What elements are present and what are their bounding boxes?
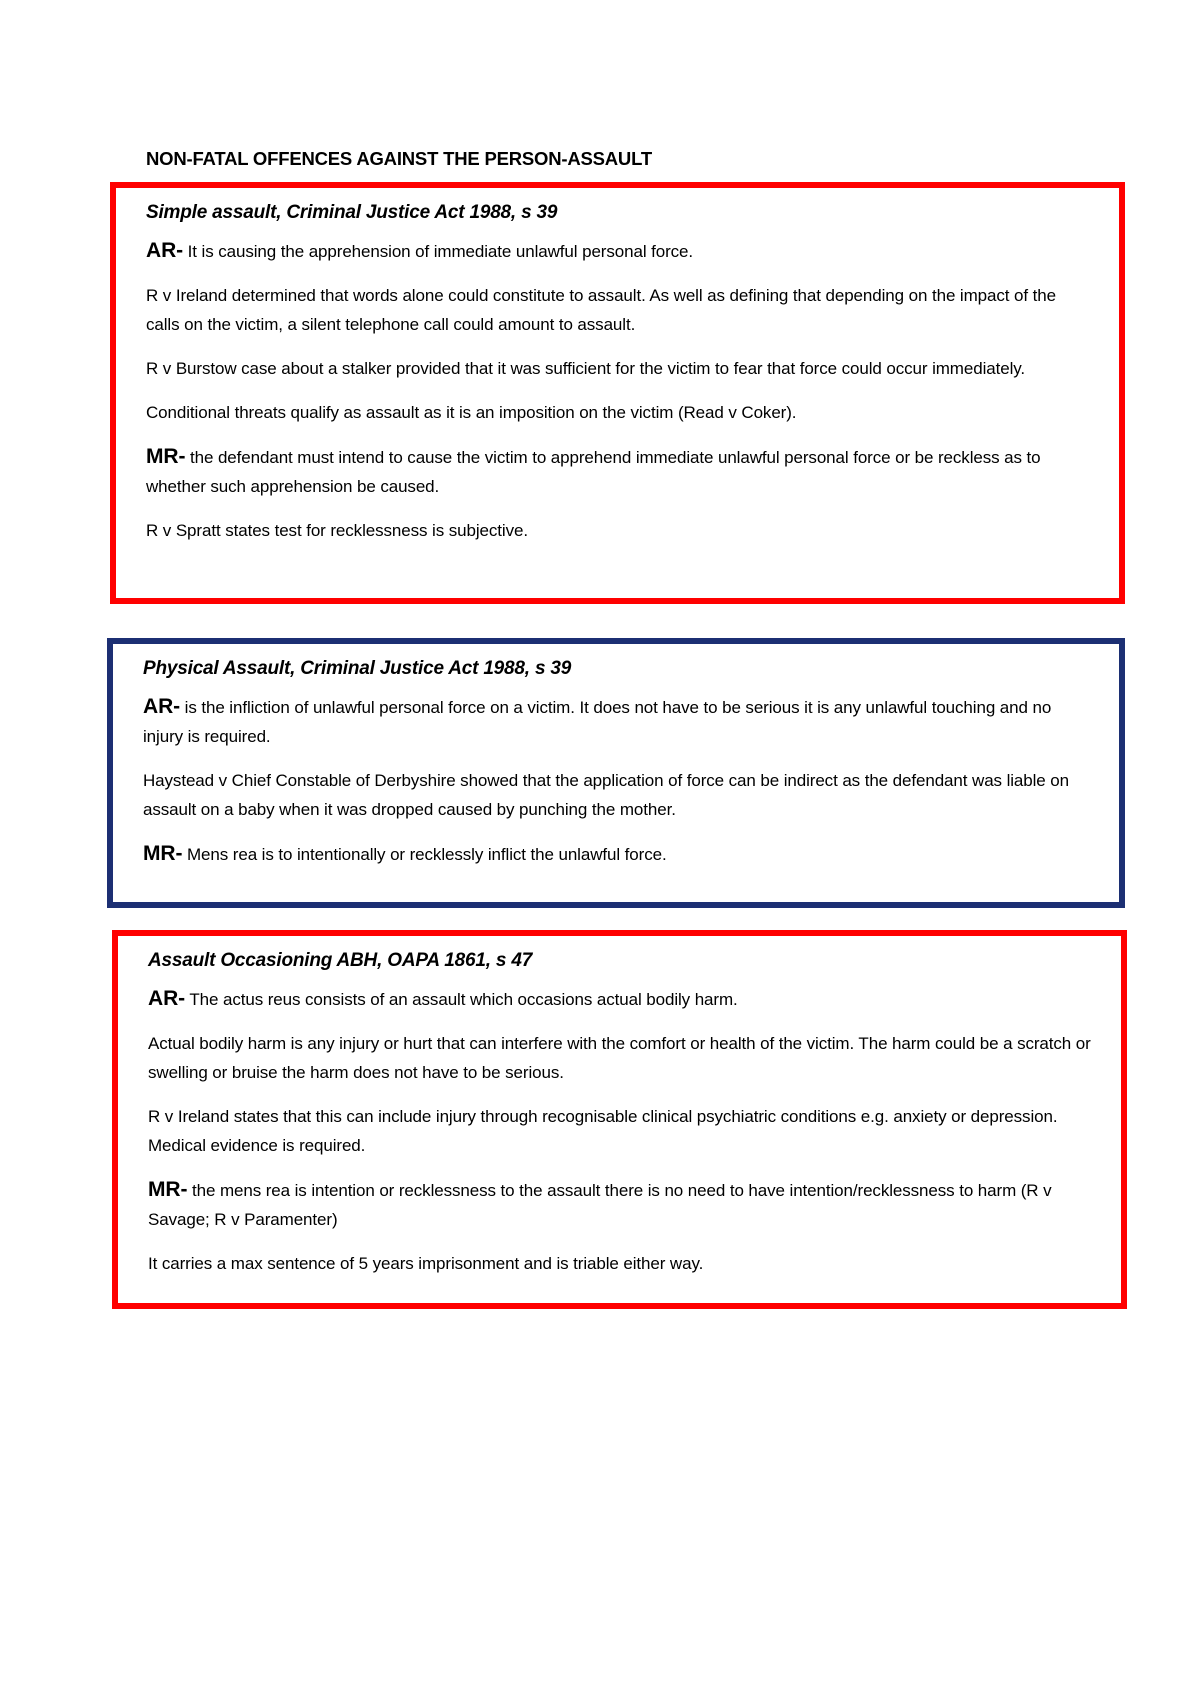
paragraph-conditional-threats — [146, 398, 1089, 427]
paragraph-text: the defendant must intend to cause the victim to apprehend immediate unlawful personal force or be reckless as to whether such apprehension be caused. — [146, 448, 1041, 496]
paragraph-text: R v Spratt states test for recklessness is subjective. — [146, 521, 528, 540]
paragraph-case-burstow — [146, 354, 1089, 383]
paragraph-sentence — [148, 1249, 1091, 1278]
mr-label: MR- — [143, 842, 183, 865]
paragraph-text: R v Ireland states that this can include injury through recognisable clinical psychiatric conditions e.g. anxiety or depression. Medical evidence is required. — [148, 1107, 1058, 1155]
section-heading: Assault Occasioning ABH, OAPA 1861, s 47 — [148, 950, 533, 971]
paragraph-text: the mens rea is intention or recklessness to the assault there is no need to have intention/recklessness to harm (R v Savage; R v Paramenter) — [148, 1181, 1052, 1229]
paragraph-text: It carries a max sentence of 5 years imprisonment and is triable either way. — [148, 1254, 704, 1273]
paragraph-text: Mens rea is to intentionally or recklessly inflict the unlawful force. — [182, 845, 667, 864]
paragraph-case-ireland — [148, 1102, 1091, 1160]
section-simple-assault — [110, 182, 1125, 604]
paragraph-case-spratt — [146, 516, 1089, 545]
section-assault-abh — [112, 930, 1127, 1309]
mr-label: MR- — [146, 445, 186, 468]
ar-label: AR- — [146, 239, 184, 262]
paragraph-case-ireland — [146, 281, 1089, 339]
paragraph-actus-reus — [146, 236, 1089, 266]
ar-label: AR- — [143, 695, 181, 718]
paragraph-mens-rea — [143, 839, 1089, 869]
paragraph-actus-reus — [148, 984, 1091, 1014]
paragraph-text: The actus reus consists of an assault which occasions actual bodily harm. — [185, 990, 738, 1009]
ar-label: AR- — [148, 987, 186, 1010]
section-heading: Simple assault, Criminal Justice Act 1988, s 39 — [146, 202, 558, 223]
paragraph-text: R v Ireland determined that words alone could constitute to assault. As well as defining that depending on the impact of the calls on the victim, a silent telephone call could amount to assault. — [146, 286, 1056, 334]
paragraph-mens-rea — [148, 1175, 1091, 1234]
paragraph-text: is the infliction of unlawful personal force on a victim. It does not have to be serious it is any unlawful touching and no injury is required. — [143, 698, 1052, 746]
mr-label: MR- — [148, 1178, 188, 1201]
paragraph-actus-reus — [143, 692, 1089, 751]
page-title: NON-FATAL OFFENCES AGAINST THE PERSON-ASSAULT — [146, 148, 652, 169]
paragraph-text: R v Burstow case about a stalker provided that it was sufficient for the victim to fear that force could occur immediately. — [146, 359, 1026, 378]
section-heading: Physical Assault, Criminal Justice Act 1988, s 39 — [143, 658, 572, 679]
paragraph-text: Actual bodily harm is any injury or hurt that can interfere with the comfort or health of the victim. The harm could be a scratch or swelling or bruise the harm does not have to be serious. — [148, 1034, 1091, 1082]
paragraph-text: Conditional threats qualify as assault as it is an imposition on the victim (Read v Coker). — [146, 403, 797, 422]
paragraph-text: It is causing the apprehension of immediate unlawful personal force. — [183, 242, 694, 261]
paragraph-text: Haystead v Chief Constable of Derbyshire showed that the application of force can be indirect as the defendant was liable on assault on a baby when it was dropped caused by punching the mother. — [143, 771, 1069, 819]
paragraph-abh-definition — [148, 1029, 1091, 1087]
paragraph-case-haystead — [143, 766, 1089, 824]
section-physical-assault — [107, 638, 1125, 908]
paragraph-mens-rea — [146, 442, 1089, 501]
